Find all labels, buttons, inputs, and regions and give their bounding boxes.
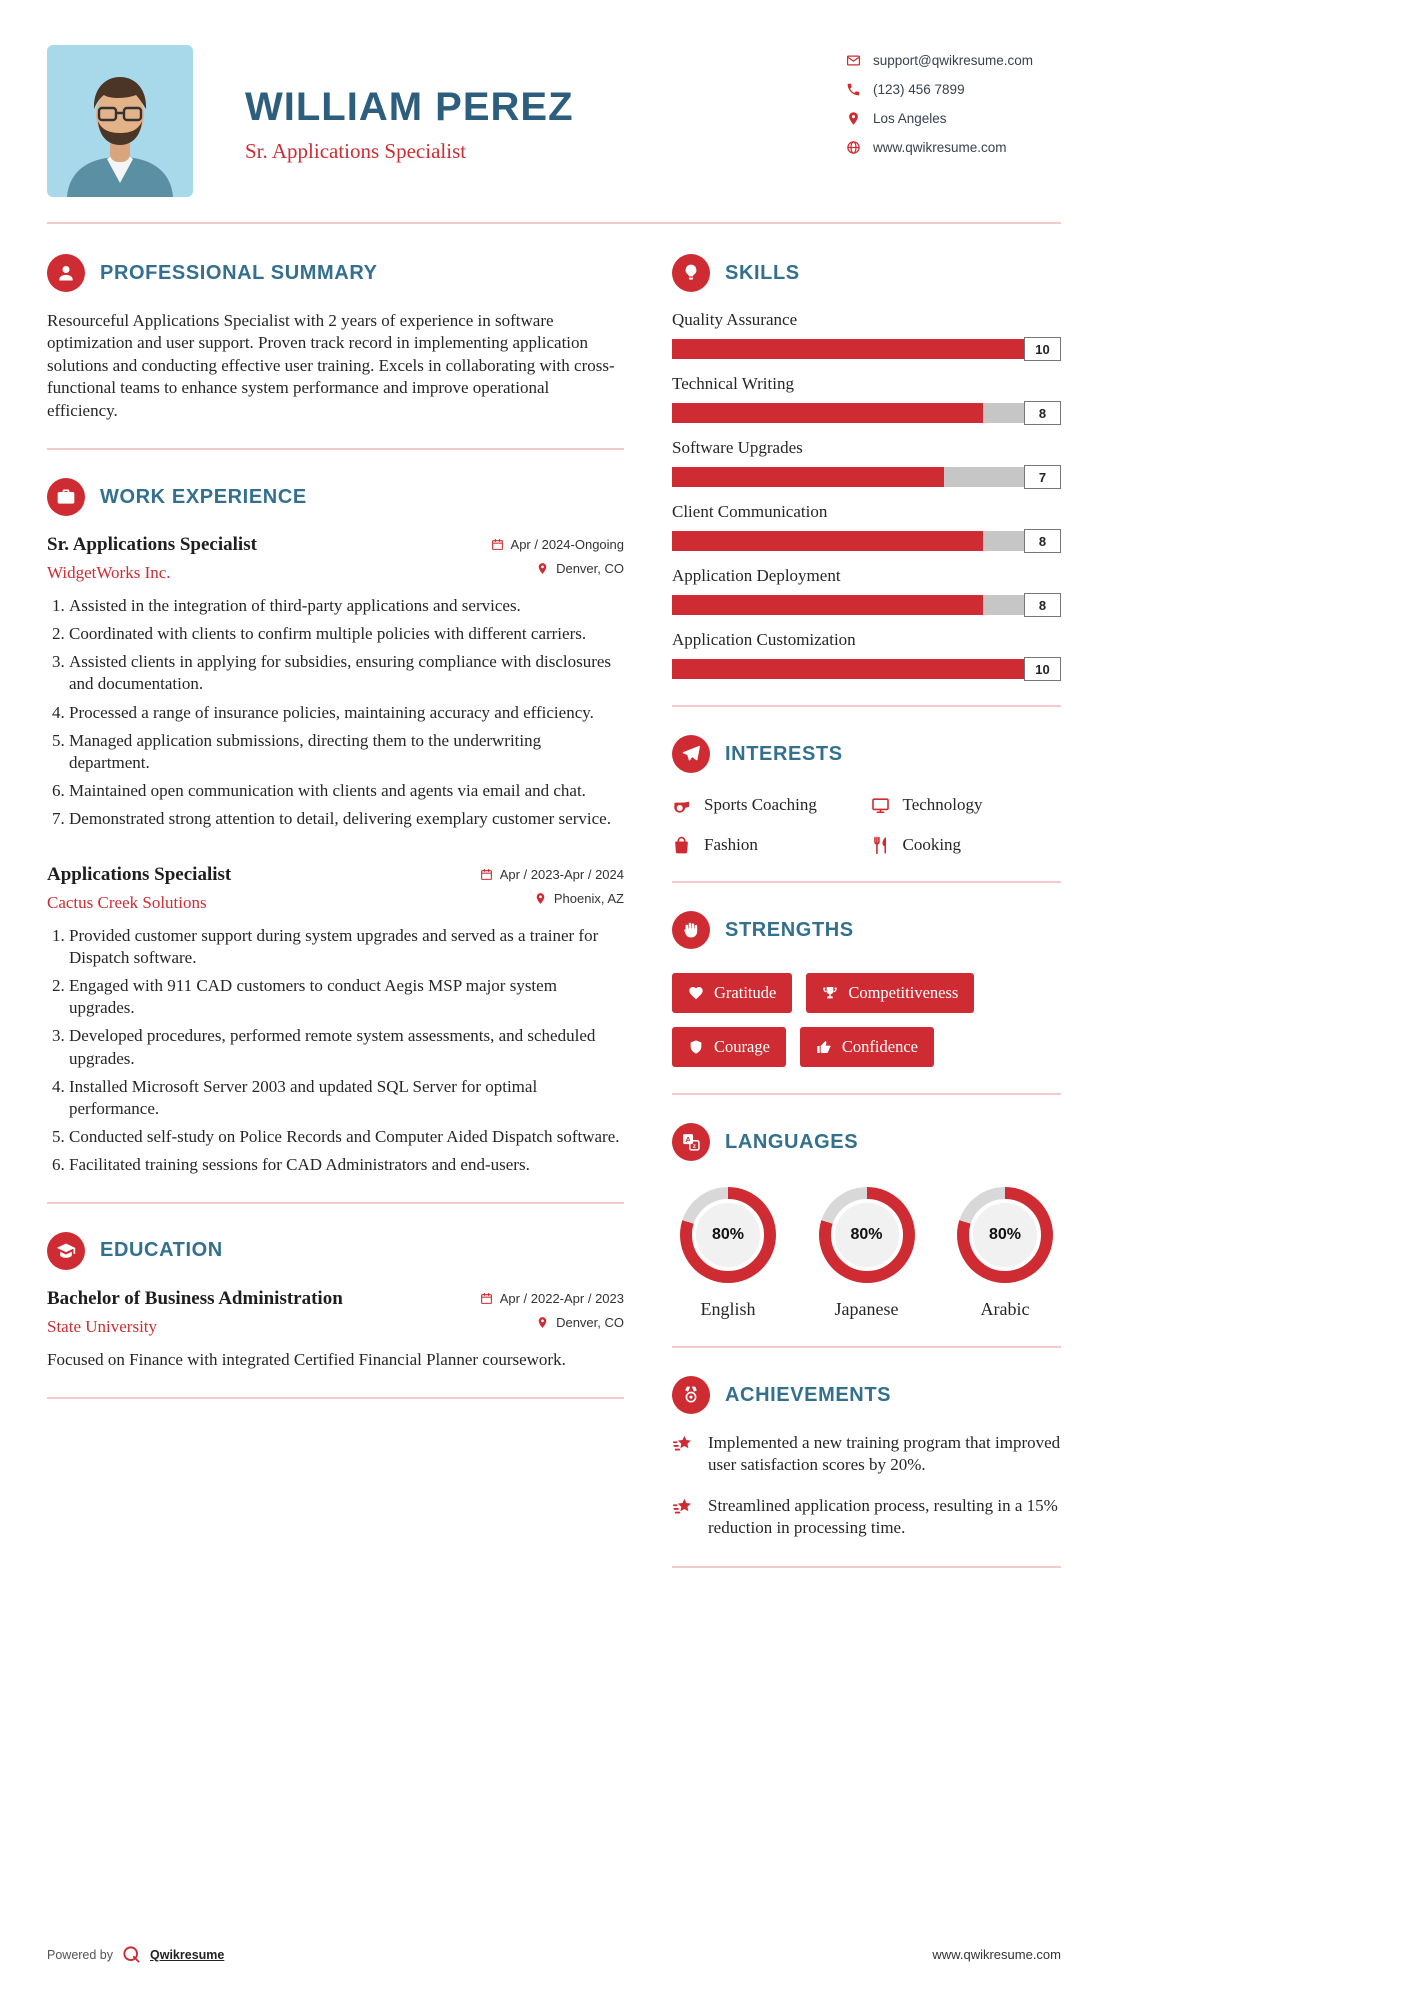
job-location-row: [534, 891, 624, 906]
section-title: INTERESTS: [725, 742, 843, 765]
language-name: English: [700, 1299, 756, 1319]
whistle-icon: [672, 796, 691, 815]
header-divider: [47, 222, 1061, 224]
section-header: [672, 735, 1061, 773]
skill-bar-track: [672, 403, 1061, 423]
skills-list: [672, 310, 1061, 679]
job-dates-row: [480, 867, 624, 882]
section-languages: [672, 1123, 1061, 1320]
section-title: WORK EXPERIENCE: [100, 485, 307, 508]
email-icon: [846, 53, 861, 68]
section-header: [47, 478, 624, 516]
section-divider: [47, 448, 624, 450]
contact-row[interactable]: [846, 82, 1061, 97]
education-meta-block: [480, 1288, 624, 1337]
education-title-block: [47, 1288, 343, 1337]
job-bullet: 1. Assisted in the integration of third-party applications and services.: [69, 595, 624, 617]
summary-text: Resourceful Applications Specialist with 2 years of experience in software optimization and user support. Proven track record in implementing application solutions and conducting effective user training. Excels in collaborating with cross-functional teams to enhance system performance and improve operational efficiency.: [47, 311, 615, 420]
strength-badge: [672, 973, 792, 1013]
skill-score-badge: 7: [1024, 465, 1061, 489]
skill-bar-fill: [672, 339, 1061, 359]
strength-list: [672, 967, 1061, 1067]
strength-label: Confidence: [841, 1037, 918, 1056]
interest-item: [871, 795, 1062, 815]
qwikresume-link[interactable]: Qwikresume: [150, 1947, 225, 1962]
section-header: [672, 1376, 1061, 1414]
section-title: LANGUAGES: [725, 1130, 859, 1153]
interest-list: [672, 791, 1061, 855]
job-bullets: [47, 925, 624, 1176]
job-list: [47, 534, 624, 1176]
interest-item: [871, 835, 1062, 855]
paper-plane-icon: [672, 735, 710, 773]
achievement-text: Implemented a new training program that improved user satisfaction scores by 20%.: [708, 1433, 1061, 1475]
education-degree: Bachelor of Business Administration: [47, 1287, 343, 1309]
resume-page: [47, 0, 1061, 1990]
left-column: [47, 254, 624, 1427]
interest-label: Technology: [902, 795, 983, 814]
job-bullet: 6. Facilitated training sessions for CAD Administrators and end-users.: [69, 1154, 624, 1176]
section-title: SKILLS: [725, 261, 800, 284]
shield-icon: [688, 1039, 704, 1055]
footer-url[interactable]: www.qwikresume.com: [932, 1947, 1061, 1962]
education-school: State University: [47, 1316, 158, 1336]
skill-bar-track: [672, 531, 1061, 551]
job-location: Phoenix, AZ: [553, 891, 624, 907]
qwikresume-logo-icon: [122, 1945, 141, 1964]
section-strengths: [672, 911, 1061, 1067]
strength-label: Competitiveness: [848, 983, 959, 1002]
person-name: WILLIAM PEREZ: [245, 85, 574, 129]
skill-item: [672, 566, 1061, 615]
skill-bar-fill: [672, 659, 1061, 679]
calendar-icon: [480, 868, 493, 881]
skill-item: [672, 438, 1061, 487]
skill-item: [672, 310, 1061, 359]
language-list: [672, 1179, 1061, 1320]
job-entry: [47, 534, 624, 830]
skill-bar: [672, 403, 1061, 423]
skill-score-badge: 8: [1024, 529, 1061, 553]
translate-icon: [672, 1123, 710, 1161]
section-header: [47, 254, 624, 292]
achievement-item: [672, 1495, 1061, 1540]
section-divider: [672, 1566, 1061, 1568]
job-company: WidgetWorks Inc.: [47, 563, 171, 583]
job-meta-block: [491, 534, 624, 583]
job-bullets: [47, 595, 624, 830]
section-title: PROFESSIONAL SUMMARY: [100, 261, 378, 284]
section-divider: [672, 881, 1061, 883]
language-name: Arabic: [980, 1299, 1030, 1319]
interest-label: Cooking: [902, 835, 962, 854]
section-achievements: [672, 1376, 1061, 1540]
medal-icon: [672, 1376, 710, 1414]
graduation-cap-icon: [47, 1232, 85, 1270]
strength-badge: [800, 1027, 934, 1067]
job-company: Cactus Creek Solutions: [47, 893, 207, 913]
contact-list: [846, 45, 1061, 197]
monitor-icon: [871, 796, 890, 815]
section-header: [672, 911, 1061, 949]
education-entry: [47, 1288, 624, 1337]
education-dates: Apr / 2022-Apr / 2023: [499, 1290, 624, 1306]
skill-name: Application Customization: [672, 630, 856, 649]
achievement-icon: [672, 1434, 694, 1456]
language-progress-ring: [957, 1187, 1053, 1283]
achievement-icon: [672, 1497, 694, 1519]
job-bullet: 4. Installed Microsoft Server 2003 and updated SQL Server for optimal performance.: [69, 1076, 624, 1120]
job-location-row: [536, 561, 624, 576]
section-work-experience: [47, 478, 624, 1176]
section-interests: [672, 735, 1061, 855]
skill-bar: [672, 659, 1061, 679]
contact-row[interactable]: [846, 140, 1061, 155]
interest-label: Fashion: [704, 835, 758, 854]
job-bullet: 2. Coordinated with clients to confirm multiple policies with different carriers.: [69, 623, 624, 645]
language-item: [819, 1187, 915, 1320]
contact-row[interactable]: [846, 53, 1061, 68]
education-dates-row: [480, 1291, 624, 1306]
section-header: [672, 1123, 1061, 1161]
utensils-icon: [871, 836, 890, 855]
skill-bar-track: [672, 467, 1061, 487]
job-bullet: 5. Managed application submissions, directing them to the underwriting department.: [69, 730, 624, 774]
right-column: [672, 254, 1061, 1596]
skill-bar: [672, 339, 1061, 359]
contact-row[interactable]: [846, 111, 1061, 126]
education-location-row: [536, 1315, 624, 1330]
strength-badge: [806, 973, 974, 1013]
job-location: Denver, CO: [556, 561, 624, 577]
skill-bar-fill: [672, 403, 983, 423]
skill-bar-track: [672, 339, 1061, 359]
header: [47, 45, 1061, 197]
language-name: Japanese: [834, 1299, 899, 1319]
job-title-block: [47, 534, 257, 583]
skill-bar: [672, 467, 1061, 487]
achievement-list: [672, 1432, 1061, 1540]
skill-name: Technical Writing: [672, 374, 794, 393]
job-bullet: 6. Maintained open communication with clients and agents via email and chat.: [69, 780, 624, 802]
section-divider: [47, 1202, 624, 1204]
location-pin-icon: [536, 562, 549, 575]
shopping-bag-icon: [672, 836, 691, 855]
skill-score-badge: 8: [1024, 401, 1061, 425]
section-title: STRENGTHS: [725, 918, 854, 941]
calendar-icon: [491, 538, 504, 551]
section-header: [47, 1232, 624, 1270]
skill-bar: [672, 531, 1061, 551]
job-title: Sr. Applications Specialist: [47, 534, 257, 556]
language-progress-ring: [819, 1187, 915, 1283]
job-entry: [47, 864, 624, 1176]
contact-text: Los Angeles: [873, 111, 947, 126]
skill-name: Software Upgrades: [672, 438, 803, 457]
interest-item: [672, 835, 863, 855]
skill-score-badge: 10: [1024, 337, 1061, 361]
section-divider: [672, 705, 1061, 707]
identity-block: [245, 45, 574, 197]
job-meta-block: [480, 864, 624, 913]
contact-text: support@qwikresume.com: [873, 53, 1034, 68]
skill-item: [672, 502, 1061, 551]
achievement-text: Streamlined application process, resulting in a 15% reduction in processing time.: [708, 1495, 1058, 1538]
education-location: Denver, CO: [556, 1314, 624, 1330]
person-headline: Sr. Applications Specialist: [245, 139, 467, 163]
skill-name: Quality Assurance: [672, 310, 798, 329]
user-icon: [47, 254, 85, 292]
powered-by-label: Powered by: [47, 1947, 114, 1962]
briefcase-icon: [47, 478, 85, 516]
fist-icon: [672, 911, 710, 949]
skill-item: [672, 630, 1061, 679]
contact-text: (123) 456 7899: [873, 82, 965, 97]
trophy-icon: [822, 985, 838, 1001]
skill-bar-fill: [672, 467, 944, 487]
job-bullet: 4. Processed a range of insurance policies, maintaining accuracy and efficiency.: [69, 702, 624, 724]
strength-label: Courage: [714, 1037, 770, 1056]
skill-bar: [672, 595, 1061, 615]
strength-badge: [672, 1027, 786, 1067]
section-education: [47, 1232, 624, 1371]
section-professional-summary: [47, 254, 624, 422]
content-columns: [47, 254, 1061, 1596]
skill-bar-track: [672, 659, 1061, 679]
job-bullet: 2. Engaged with 911 CAD customers to conduct Aegis MSP major system upgrades.: [69, 975, 624, 1019]
job-dates-row: [491, 537, 624, 552]
language-percent: 80%: [969, 1199, 1041, 1271]
job-title: Applications Specialist: [47, 864, 232, 886]
heart-icon: [688, 985, 704, 1001]
profile-photo: [47, 45, 193, 197]
location-pin-icon: [536, 1316, 549, 1329]
interest-item: [672, 795, 863, 815]
location-icon: [846, 111, 861, 126]
skill-name: Client Communication: [672, 502, 828, 521]
skill-name: Application Deployment: [672, 566, 841, 585]
job-header: [47, 534, 624, 583]
language-item: [680, 1187, 776, 1320]
section-divider: [672, 1346, 1061, 1348]
job-bullet: 7. Demonstrated strong attention to detail, delivering exemplary customer service.: [69, 808, 624, 830]
thumbs-up-icon: [816, 1039, 832, 1055]
section-title: ACHIEVEMENTS: [725, 1383, 892, 1406]
profile-photo-illustration: [47, 45, 193, 197]
job-dates: Apr / 2023-Apr / 2024: [499, 867, 624, 883]
job-bullet: 3. Assisted clients in applying for subsidies, ensuring compliance with disclosures and documentation.: [69, 651, 624, 695]
job-bullet: 1. Provided customer support during system upgrades and served as a trainer for Dispatch software.: [69, 925, 624, 969]
job-title-block: [47, 864, 231, 913]
footer: [47, 1945, 1061, 1990]
language-percent: 80%: [831, 1199, 903, 1271]
skill-item: [672, 374, 1061, 423]
language-item: [957, 1187, 1053, 1320]
skill-bar-fill: [672, 531, 983, 551]
footer-branding: [47, 1945, 224, 1964]
strength-label: Gratitude: [714, 983, 777, 1002]
interest-label: Sports Coaching: [704, 795, 817, 814]
phone-icon: [846, 82, 861, 97]
section-header: [672, 254, 1061, 292]
lightbulb-icon: [672, 254, 710, 292]
location-pin-icon: [534, 892, 547, 905]
achievement-item: [672, 1432, 1061, 1477]
job-header: [47, 864, 624, 913]
job-bullet: 5. Conducted self-study on Police Records and Computer Aided Dispatch software.: [69, 1126, 624, 1148]
section-divider: [47, 1397, 624, 1399]
job-dates: Apr / 2024-Ongoing: [510, 537, 624, 553]
calendar-icon: [480, 1292, 493, 1305]
section-title: EDUCATION: [100, 1239, 223, 1262]
section-skills: [672, 254, 1061, 679]
job-bullet: 3. Developed procedures, performed remote system assessments, and scheduled upgrades.: [69, 1025, 624, 1069]
section-divider: [672, 1093, 1061, 1095]
skill-score-badge: 8: [1024, 593, 1061, 617]
language-progress-ring: [680, 1187, 776, 1283]
globe-icon: [846, 140, 861, 155]
skill-bar-track: [672, 595, 1061, 615]
skill-score-badge: 10: [1024, 657, 1061, 681]
contact-text: www.qwikresume.com: [873, 140, 1007, 155]
language-percent: 80%: [692, 1199, 764, 1271]
education-description: Focused on Finance with integrated Certified Financial Planner coursework.: [47, 1349, 566, 1369]
skill-bar-fill: [672, 595, 983, 615]
